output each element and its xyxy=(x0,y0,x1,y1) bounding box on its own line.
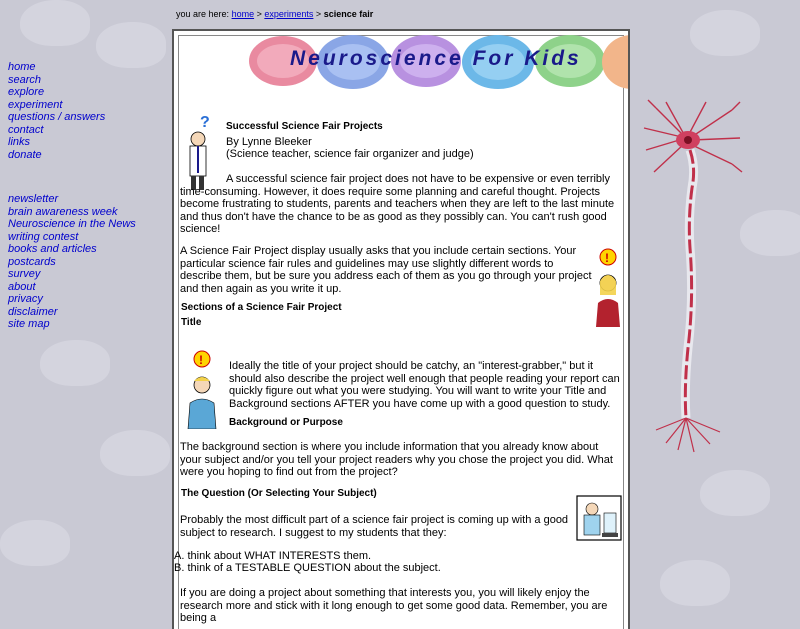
background-brain xyxy=(40,340,110,386)
lab-scientist-icon xyxy=(576,495,622,541)
sidebar-link-books-articles[interactable]: books and articles xyxy=(8,243,97,255)
svg-text:!: ! xyxy=(199,353,203,367)
svg-text:?: ? xyxy=(200,114,210,131)
sidebar-nav xyxy=(8,61,168,331)
background-paragraph: The background section is where you include information that you already know about your subject and/or you tell your project readers why you chose the project you did. What were you hoping to find out from the project? xyxy=(180,441,613,478)
background-brain xyxy=(740,210,800,256)
sidebar-link-survey[interactable]: survey xyxy=(8,268,41,280)
sidebar-link-neuroscience-news[interactable]: Neuroscience in the News xyxy=(8,218,136,230)
sidebar-link-experiment[interactable]: experiment xyxy=(8,98,63,111)
article-byline-role: (Science teacher, science fair organizer and judge) xyxy=(226,148,474,160)
sidebar-link-search[interactable]: search xyxy=(8,73,42,86)
sidebar-link-about[interactable]: about xyxy=(8,280,36,293)
background-brain xyxy=(0,520,70,566)
sections-heading: Sections of a Science Fair Project xyxy=(181,302,342,313)
list-marker: B. xyxy=(174,562,185,574)
sidebar-spacer xyxy=(8,161,168,193)
background-brain xyxy=(690,10,760,56)
breadcrumb-separator: > xyxy=(315,9,322,19)
title-heading: Title xyxy=(181,317,202,328)
sidebar-link-explore[interactable]: explore xyxy=(8,86,45,98)
breadcrumb-home-link[interactable]: home xyxy=(231,9,255,19)
background-brain xyxy=(20,0,90,46)
breadcrumb xyxy=(176,9,373,19)
background-brain xyxy=(100,430,170,476)
background-brain xyxy=(660,560,730,606)
sidebar-link-contact[interactable]: contact xyxy=(8,123,44,136)
list-marker: A. xyxy=(174,550,185,562)
svg-text:!: ! xyxy=(605,251,609,265)
sidebar-link-privacy[interactable]: privacy xyxy=(8,293,43,305)
background-brain xyxy=(700,470,770,516)
sidebar-link-disclaimer[interactable]: disclaimer xyxy=(8,305,58,318)
list-item xyxy=(174,562,441,575)
display-paragraph: A Science Fair Project display usually asks that you include certain sections. Your particular science fair rules and guidelines may use slightly different words to describe them, but be sure you address each of them as you go through your project and then again as you write it up. xyxy=(180,245,592,295)
boy-idea-icon xyxy=(184,349,224,429)
question-paragraph: Probably the most difficult part of a science fair project is coming up with a good subject to research. I suggest to my students that they: xyxy=(180,514,569,539)
sidebar-link-home[interactable]: home xyxy=(8,61,36,73)
sidebar-link-newsletter[interactable]: newsletter xyxy=(8,193,59,205)
breadcrumb-experiments-link[interactable]: experiments xyxy=(264,9,314,19)
background-heading: Background or Purpose xyxy=(229,417,343,428)
title-paragraph: Ideally the title of your project should be catchy, an "interest-grabber," but it should also describe the project well enough that people reading your report can quickly figure out what you were studying. You will want to write your Title and Background sections AFTER you have come up with a good question to study. xyxy=(229,360,620,410)
list-item-text: think about WHAT INTERESTS them. xyxy=(187,550,372,562)
neuron-illustration xyxy=(636,98,746,458)
sidebar-link-writing-contest[interactable]: writing contest xyxy=(8,230,79,243)
article-title: Successful Science Fair Projects xyxy=(226,121,383,132)
article-byline: By Lynne Bleeker xyxy=(226,136,312,148)
sidebar-link-links[interactable]: links xyxy=(8,136,31,148)
list-item-text: think of a TESTABLE QUESTION about the subject. xyxy=(187,562,441,574)
intro-paragraph: A successful science fair project does not have to be expensive or even terribly time-consuming. However, it does require some planning and careful thought. Projects become frustrating to students, parents and teachers when they are left to the last minute and thus don't have the chance to be as good as they possibly can. You can't rush good science! xyxy=(180,173,615,235)
question-heading: The Question (Or Selecting Your Subject) xyxy=(181,488,377,499)
girl-idea-icon xyxy=(592,247,626,327)
breadcrumb-prefix: you are here: xyxy=(176,9,230,19)
sidebar-link-postcards[interactable]: postcards xyxy=(8,255,56,268)
interest-paragraph: If you are doing a project about something that interests you, you will likely enjoy the research more and stick with it long enough to get some good data. Remember, you are being a xyxy=(180,587,608,624)
sidebar-link-brain-awareness-week[interactable]: brain awareness week xyxy=(8,205,118,218)
sidebar-link-site-map[interactable]: site map xyxy=(8,318,50,330)
sidebar-link-donate[interactable]: donate xyxy=(8,148,42,161)
breadcrumb-separator: > xyxy=(256,9,262,19)
banner-title: Neuroscience For Kids xyxy=(290,47,582,70)
list-item xyxy=(174,550,371,563)
sidebar-link-questions-answers[interactable]: questions / answers xyxy=(8,111,106,123)
breadcrumb-current: science fair xyxy=(323,9,374,19)
content-panel xyxy=(172,29,630,629)
